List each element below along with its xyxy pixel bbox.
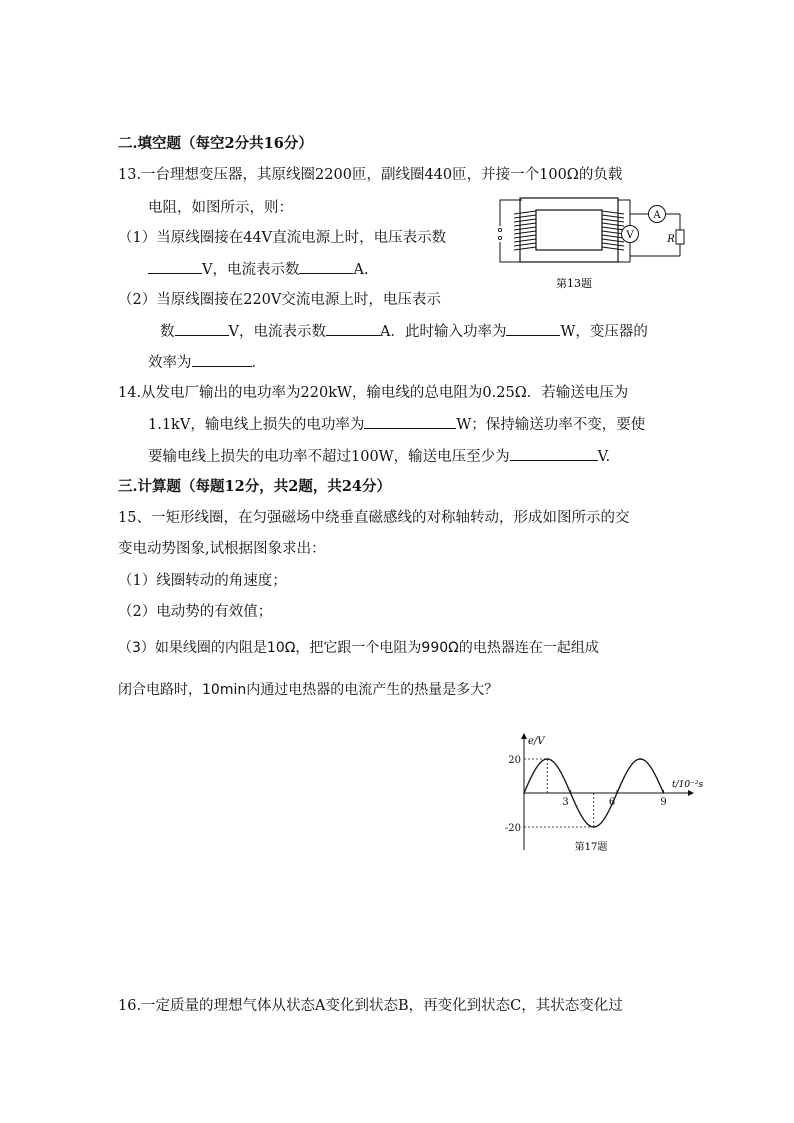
data-point (523, 792, 525, 794)
q14-line-2: 1.1kV，输电线上损失的电功率为 W；保持输送功率不变，要使 (148, 414, 645, 435)
answer-blank[interactable] (148, 259, 202, 274)
terminal-icon (498, 228, 501, 231)
primary-coil (514, 211, 536, 250)
answer-blank[interactable] (506, 321, 560, 336)
q13-line-2: 电阻，如图所示，则： (148, 200, 293, 216)
q13-part2-answers: 数 V，电流表示数 A．此时输入功率为 W，变压器的 (160, 321, 648, 342)
q14-line-1: 14.从发电厂输出的电功率为220kW，输电线的总电阻为0.25Ω．若输送电压为 (118, 385, 629, 401)
y-tick-label: 20 (508, 755, 521, 766)
q15-item-2: （2）电动势的有效值； (118, 604, 273, 620)
q13-part1-text: （1）当原线圈接在44V直流电源上时，电压表示数 (118, 230, 447, 246)
q15-line-1: 15、一矩形线圈，在匀强磁场中绕垂直磁感线的对称轴转动，形成如图所示的交 (118, 510, 630, 526)
q14-line-3: 要输电线上损失的电功率不超过100W，输送电压至少为 V. (148, 446, 610, 467)
x-tick-label: 6 (608, 797, 616, 808)
q13-line-1: 13.一台理想变压器，其原线圈2200匝，副线圈440匝，并接一个100Ω的负载 (118, 167, 623, 183)
svg-text:A: A (653, 210, 661, 221)
q15-item-3-continued: 闭合电路时，10min内通过电热器的电流产生的热量是多大？ (118, 682, 499, 698)
figure-caption: 第13题 (556, 277, 592, 290)
q16-line-1: 16.一定质量的理想气体从状态A变化到状态B，再变化到状态C，其状态变化过 (118, 998, 623, 1014)
resistor-icon (676, 230, 684, 244)
q15-item-3: （3）如果线圈的内阻是10Ω，把它跟一个电阻为990Ω的电热器连在一起组成 (118, 640, 599, 656)
q15-line-2: 变电动势图象,试根据图象求出： (118, 541, 326, 557)
answer-blank[interactable] (364, 414, 456, 429)
data-point (639, 758, 641, 760)
x-tick-label: 9 (660, 797, 667, 808)
answer-blank[interactable] (192, 352, 252, 367)
section-3-heading: 三.计算题（每题12分，共2题，共24分） (118, 478, 391, 495)
data-point (546, 758, 548, 760)
transformer-core (520, 198, 618, 262)
svg-text:R: R (667, 234, 675, 245)
emf-graph (496, 730, 716, 856)
answer-blank[interactable] (510, 446, 598, 461)
transformer-circuit-diagram (490, 192, 690, 294)
y-axis-label: e/V (528, 736, 545, 747)
answer-blank[interactable] (326, 321, 380, 336)
secondary-coil (602, 211, 624, 250)
q13-part1-answers: V，电流表示数 A. (148, 259, 369, 280)
q13-part2-efficiency: 效率为 ． (148, 352, 266, 373)
q15-item-1: （1）线圈转动的角速度； (118, 573, 287, 589)
answer-blank[interactable] (175, 321, 229, 336)
section-2-heading: 二.填空题（每空2分共16分） (118, 135, 313, 152)
answer-blank[interactable] (299, 259, 353, 274)
x-axis-label: t/10⁻²s (672, 780, 704, 790)
chart-caption: 第17题 (574, 842, 608, 853)
data-point (593, 826, 595, 828)
x-tick-label: 3 (562, 797, 569, 808)
terminal-icon (498, 236, 501, 239)
q13-part2-text: （2）当原线圈接在220V交流电源上时，电压表示 (118, 292, 441, 308)
y-tick-label: -20 (504, 823, 521, 834)
svg-text:V: V (626, 230, 634, 241)
